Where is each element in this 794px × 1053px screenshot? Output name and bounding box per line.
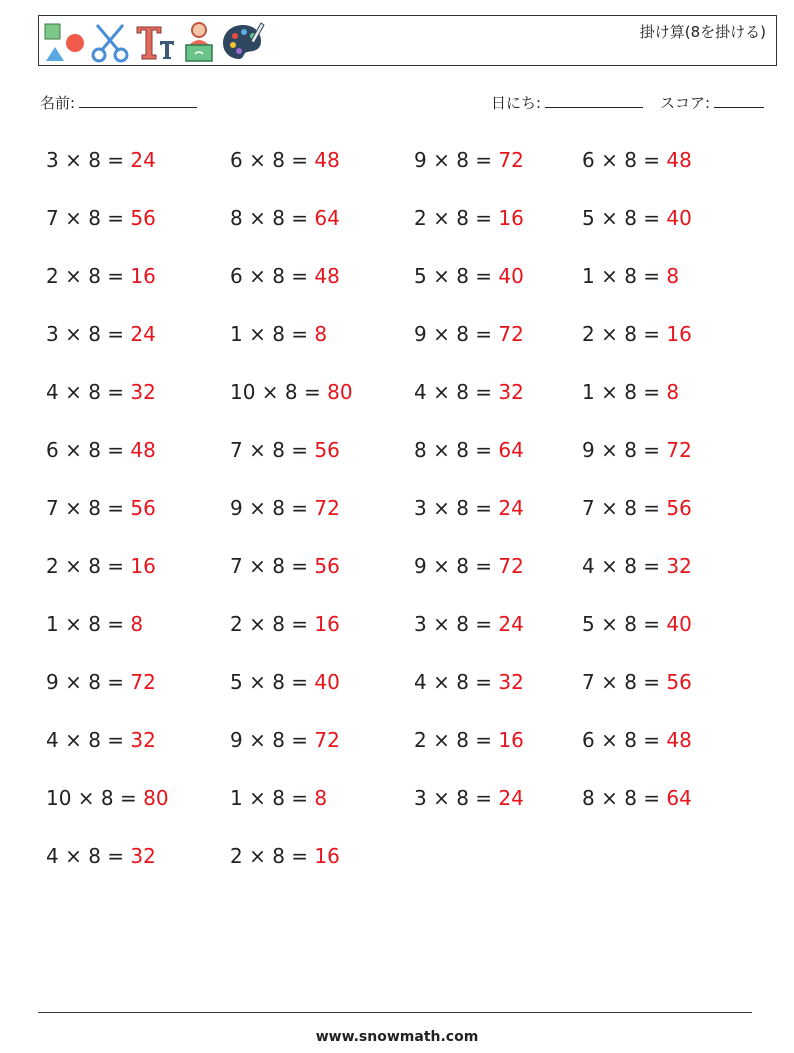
problem-item <box>414 322 524 346</box>
problem-item <box>414 380 524 404</box>
problem-answer: 56 <box>130 496 156 520</box>
problem-question: 5 × 8 = <box>414 264 499 288</box>
problem-item <box>582 148 692 172</box>
problem-item <box>414 670 524 694</box>
problem-question: 10 × 8 = <box>46 786 144 810</box>
problem-question: 4 × 8 = <box>46 380 131 404</box>
problem-item <box>582 670 692 694</box>
problem-item <box>582 322 692 346</box>
problem-item <box>46 206 156 230</box>
problem-question: 10 × 8 = <box>230 380 328 404</box>
problem-item <box>414 786 524 810</box>
problem-answer: 56 <box>314 554 340 578</box>
problem-item <box>230 264 340 288</box>
problem-answer: 48 <box>666 148 692 172</box>
problem-answer: 8 <box>666 264 680 288</box>
problem-answer: 32 <box>498 380 524 404</box>
problem-question: 7 × 8 = <box>46 206 131 230</box>
problem-question: 4 × 8 = <box>46 728 131 752</box>
problem-item <box>414 612 524 636</box>
problem-question: 5 × 8 = <box>582 206 667 230</box>
problem-item <box>230 148 340 172</box>
problem-answer: 72 <box>314 728 340 752</box>
problem-answer: 32 <box>498 670 524 694</box>
problem-question: 4 × 8 = <box>414 670 499 694</box>
problem-question: 2 × 8 = <box>46 554 131 578</box>
problem-answer: 72 <box>498 554 524 578</box>
problem-answer: 48 <box>314 148 340 172</box>
problem-answer: 16 <box>666 322 692 346</box>
problem-answer: 32 <box>666 554 692 578</box>
problem-question: 3 × 8 = <box>46 148 131 172</box>
problem-question: 6 × 8 = <box>582 728 667 752</box>
problem-item <box>582 380 679 404</box>
date-label: 日にち: <box>491 94 542 112</box>
problem-item <box>230 496 340 520</box>
problem-question: 8 × 8 = <box>230 206 315 230</box>
problem-item <box>414 148 524 172</box>
problem-answer: 32 <box>130 844 156 868</box>
problem-question: 1 × 8 = <box>230 786 315 810</box>
problem-answer: 72 <box>498 322 524 346</box>
problem-item <box>230 670 340 694</box>
problem-answer: 80 <box>327 380 353 404</box>
problem-item <box>46 554 156 578</box>
problem-item <box>46 612 143 636</box>
problem-answer: 40 <box>666 206 692 230</box>
problem-answer: 8 <box>314 322 328 346</box>
problem-item <box>230 322 327 346</box>
problem-item <box>230 380 353 404</box>
problem-question: 4 × 8 = <box>582 554 667 578</box>
problem-answer: 16 <box>130 264 156 288</box>
problem-answer: 56 <box>666 496 692 520</box>
problem-answer: 8 <box>666 380 680 404</box>
problem-item <box>46 264 156 288</box>
problem-answer: 72 <box>498 148 524 172</box>
problem-answer: 32 <box>130 380 156 404</box>
problem-question: 3 × 8 = <box>46 322 131 346</box>
problem-answer: 24 <box>130 322 156 346</box>
problem-item <box>230 554 340 578</box>
problem-answer: 64 <box>498 438 524 462</box>
problem-question: 7 × 8 = <box>46 496 131 520</box>
problem-question: 9 × 8 = <box>414 322 499 346</box>
problem-item <box>582 496 692 520</box>
problem-item <box>46 496 156 520</box>
problem-question: 9 × 8 = <box>46 670 131 694</box>
problem-question: 8 × 8 = <box>414 438 499 462</box>
problem-answer: 16 <box>498 728 524 752</box>
problem-item <box>582 206 692 230</box>
problem-item <box>46 844 156 868</box>
problem-item <box>414 554 524 578</box>
problem-question: 5 × 8 = <box>230 670 315 694</box>
problem-item <box>230 206 340 230</box>
problem-answer: 72 <box>314 496 340 520</box>
problem-item <box>46 380 156 404</box>
problem-item <box>414 264 524 288</box>
problem-answer: 32 <box>130 728 156 752</box>
problem-item <box>414 438 524 462</box>
problem-item <box>582 554 692 578</box>
problem-item <box>582 786 692 810</box>
problem-question: 2 × 8 = <box>46 264 131 288</box>
problem-question: 6 × 8 = <box>230 264 315 288</box>
problem-question: 2 × 8 = <box>414 206 499 230</box>
footer-url: www.snowmath.com <box>315 1029 479 1045</box>
problem-item <box>46 786 169 810</box>
problem-answer: 72 <box>130 670 156 694</box>
problem-answer: 24 <box>498 786 524 810</box>
problem-item <box>46 728 156 752</box>
name-label: 名前: <box>40 94 76 112</box>
problem-item <box>582 264 679 288</box>
problem-question: 4 × 8 = <box>46 844 131 868</box>
problem-question: 6 × 8 = <box>582 148 667 172</box>
problem-question: 3 × 8 = <box>414 786 499 810</box>
problem-question: 4 × 8 = <box>414 380 499 404</box>
problem-item <box>230 728 340 752</box>
problem-answer: 80 <box>143 786 169 810</box>
problem-question: 5 × 8 = <box>582 612 667 636</box>
problem-answer: 16 <box>314 844 340 868</box>
problem-question: 9 × 8 = <box>582 438 667 462</box>
problem-answer: 40 <box>498 264 524 288</box>
problem-question: 9 × 8 = <box>414 554 499 578</box>
problem-item <box>582 728 692 752</box>
problem-question: 2 × 8 = <box>414 728 499 752</box>
problem-answer: 64 <box>314 206 340 230</box>
problem-answer: 24 <box>498 496 524 520</box>
problem-question: 9 × 8 = <box>230 496 315 520</box>
problem-item <box>230 612 340 636</box>
problem-question: 1 × 8 = <box>582 380 667 404</box>
problem-item <box>414 206 524 230</box>
problem-question: 2 × 8 = <box>230 612 315 636</box>
problem-item <box>46 148 156 172</box>
problem-question: 3 × 8 = <box>414 496 499 520</box>
problem-question: 8 × 8 = <box>582 786 667 810</box>
problem-item <box>414 496 524 520</box>
problem-answer: 8 <box>130 612 144 636</box>
problem-question: 1 × 8 = <box>46 612 131 636</box>
problem-question: 7 × 8 = <box>230 438 315 462</box>
problem-answer: 48 <box>666 728 692 752</box>
problem-item <box>230 844 340 868</box>
worksheet-title: 掛け算(8を掛ける) <box>639 23 766 41</box>
problem-answer: 48 <box>130 438 156 462</box>
problem-answer: 56 <box>666 670 692 694</box>
problem-question: 9 × 8 = <box>414 148 499 172</box>
score-label: スコア: <box>660 94 711 112</box>
problem-answer: 64 <box>666 786 692 810</box>
problem-question: 1 × 8 = <box>230 322 315 346</box>
problem-answer: 40 <box>314 670 340 694</box>
problem-question: 3 × 8 = <box>414 612 499 636</box>
problem-question: 2 × 8 = <box>230 844 315 868</box>
problem-item <box>46 438 156 462</box>
problem-item <box>582 438 692 462</box>
problem-answer: 56 <box>130 206 156 230</box>
problem-answer: 16 <box>130 554 156 578</box>
problem-item <box>582 612 692 636</box>
problem-answer: 24 <box>130 148 156 172</box>
footer-divider <box>38 1012 752 1013</box>
problem-question: 2 × 8 = <box>582 322 667 346</box>
problem-answer: 16 <box>498 206 524 230</box>
problem-question: 9 × 8 = <box>230 728 315 752</box>
problem-item <box>46 670 156 694</box>
problem-answer: 24 <box>498 612 524 636</box>
problem-answer: 16 <box>314 612 340 636</box>
problem-question: 7 × 8 = <box>582 670 667 694</box>
problem-answer: 8 <box>314 786 328 810</box>
problem-answer: 40 <box>666 612 692 636</box>
problem-item <box>230 786 327 810</box>
problem-question: 6 × 8 = <box>230 148 315 172</box>
problem-question: 7 × 8 = <box>230 554 315 578</box>
problem-answer: 72 <box>666 438 692 462</box>
problem-item <box>414 728 524 752</box>
problem-item <box>230 438 340 462</box>
problem-question: 6 × 8 = <box>46 438 131 462</box>
problem-answer: 48 <box>314 264 340 288</box>
problem-item <box>46 322 156 346</box>
problem-question: 1 × 8 = <box>582 264 667 288</box>
problem-question: 7 × 8 = <box>582 496 667 520</box>
problem-answer: 56 <box>314 438 340 462</box>
